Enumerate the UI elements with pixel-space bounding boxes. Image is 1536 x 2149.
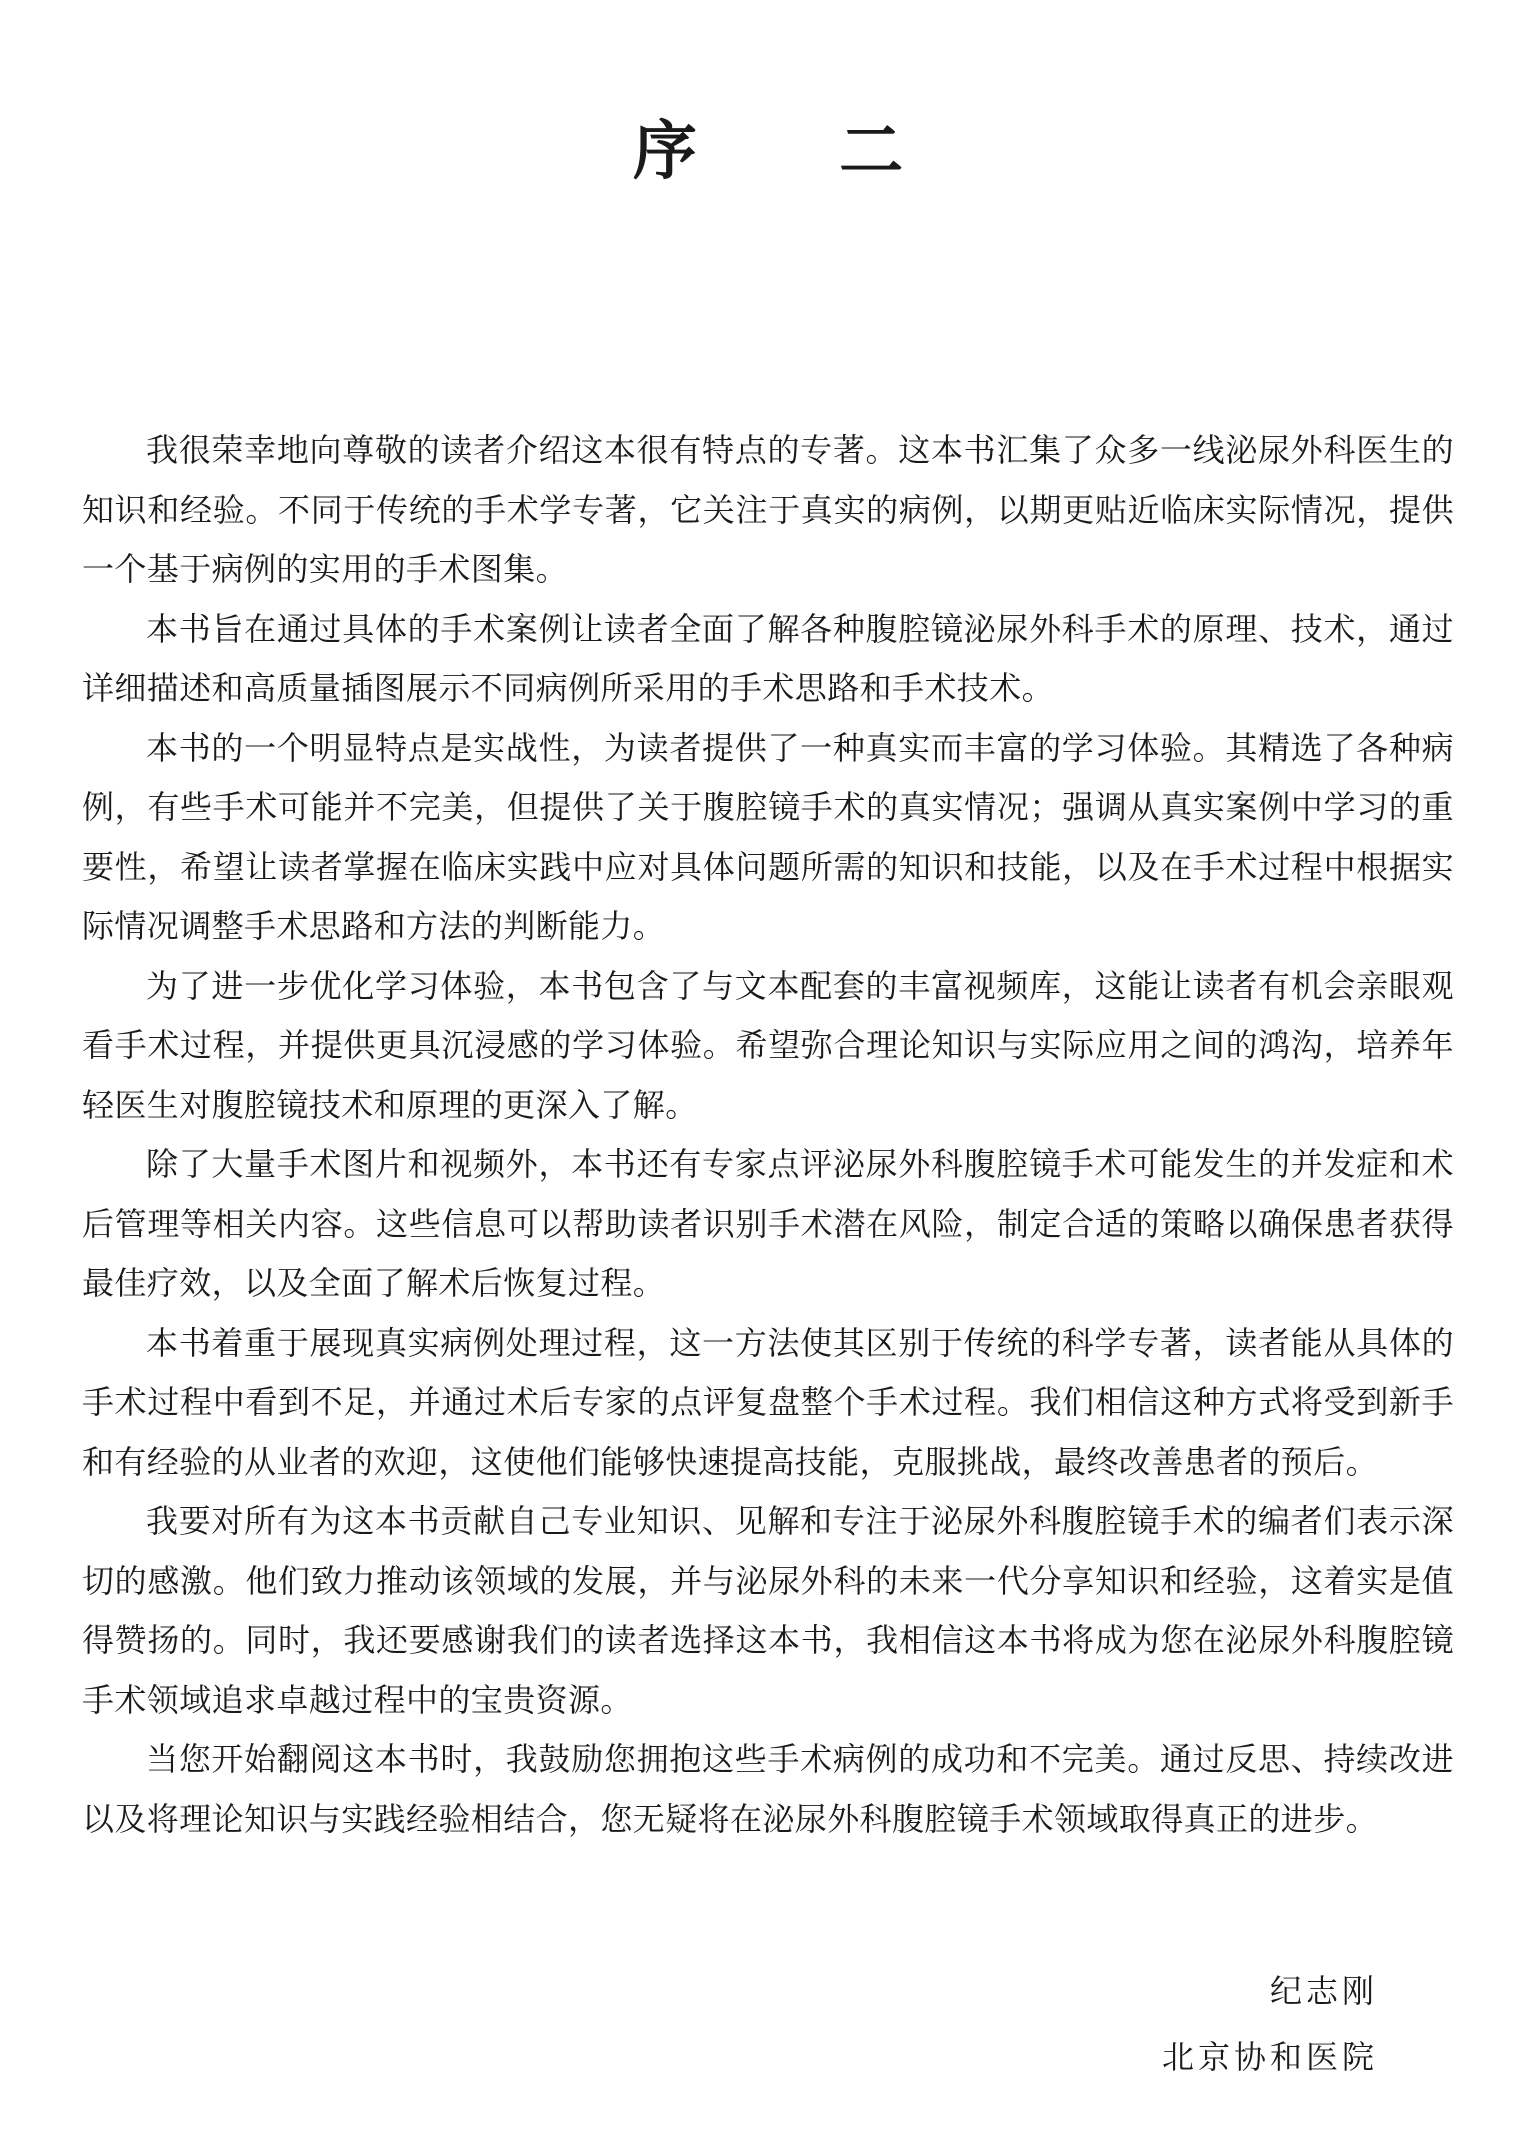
paragraph: 我要对所有为这本书贡献自己专业知识、见解和专注于泌尿外科腹腔镜手术的编者们表示深切的感激。他们致力推动该领域的发展，并与泌尿外科的未来一代分享知识和经验，这着实是值得赞扬的。同时，我还要感谢我们的读者选择这本书，我相信这本书将成为您在泌尿外科腹腔镜手术领域追求卓越过程中的宝贵资源。 — [82, 1502, 1454, 1719]
paragraph: 本书的一个明显特点是实战性，为读者提供了一种真实而丰富的学习体验。其精选了各种病例，有些手术可能并不完美，但提供了关于腹腔镜手术的真实情况；强调从真实案例中学习的重要性，希望让读者掌握在临床实践中应对具体问题所需的知识和技能，以及在手术过程中根据实际情况调整手术思路和方法的判断能力。 — [82, 728, 1454, 945]
paragraph: 除了大量手术图片和视频外，本书还有专家点评泌尿外科腹腔镜手术可能发生的并发症和术后管理等相关内容。这些信息可以帮助读者识别手术潜在风险，制定合适的策略以确保患者获得最佳疗效，以及全面了解术后恢复过程。 — [82, 1145, 1454, 1302]
paragraph: 当您开始翻阅这本书时，我鼓励您拥抱这些手术病例的成功和不完美。通过反思、持续改进以及将理论知识与实践经验相结合，您无疑将在泌尿外科腹腔镜手术领域取得真正的进步。 — [82, 1740, 1454, 1838]
paragraph: 本书着重于展现真实病例处理过程，这一方法使其区别于传统的科学专著，读者能从具体的手术过程中看到不足，并通过术后专家的点评复盘整个手术过程。我们相信这种方式将受到新手和有经验的从业者的欢迎，这使他们能够快速提高技能，克服挑战，最终改善患者的预后。 — [82, 1323, 1454, 1481]
paragraph: 我很荣幸地向尊敬的读者介绍这本很有特点的专著。这本书汇集了众多一线泌尿外科医生的知识和经验。不同于传统的手术学专著，它关注于真实的病例，以期更贴近临床实际情况，提供一个基于病例的实用的手术图集。 — [82, 431, 1454, 588]
author-name: 纪志刚 — [1269, 1972, 1378, 2010]
paragraph: 本书旨在通过具体的手术案例让读者全面了解各种腹腔镜泌尿外科手术的原理、技术，通过详细描述和高质量插图展示不同病例所采用的手术思路和手术技术。 — [82, 609, 1454, 707]
page-title: 序 二 — [632, 114, 964, 189]
signature-block — [1162, 1958, 1378, 2090]
paragraph: 为了进一步优化学习体验，本书包含了与文本配套的丰富视频库，这能让读者有机会亲眼观看手术过程，并提供更具沉浸感的学习体验。希望弥合理论知识与实际应用之间的鸿沟，培养年轻医生对腹腔镜技术和原理的更深入了解。 — [82, 966, 1454, 1124]
preface-body — [82, 421, 1454, 1849]
author-institution: 北京协和医院 — [1161, 2038, 1378, 2076]
